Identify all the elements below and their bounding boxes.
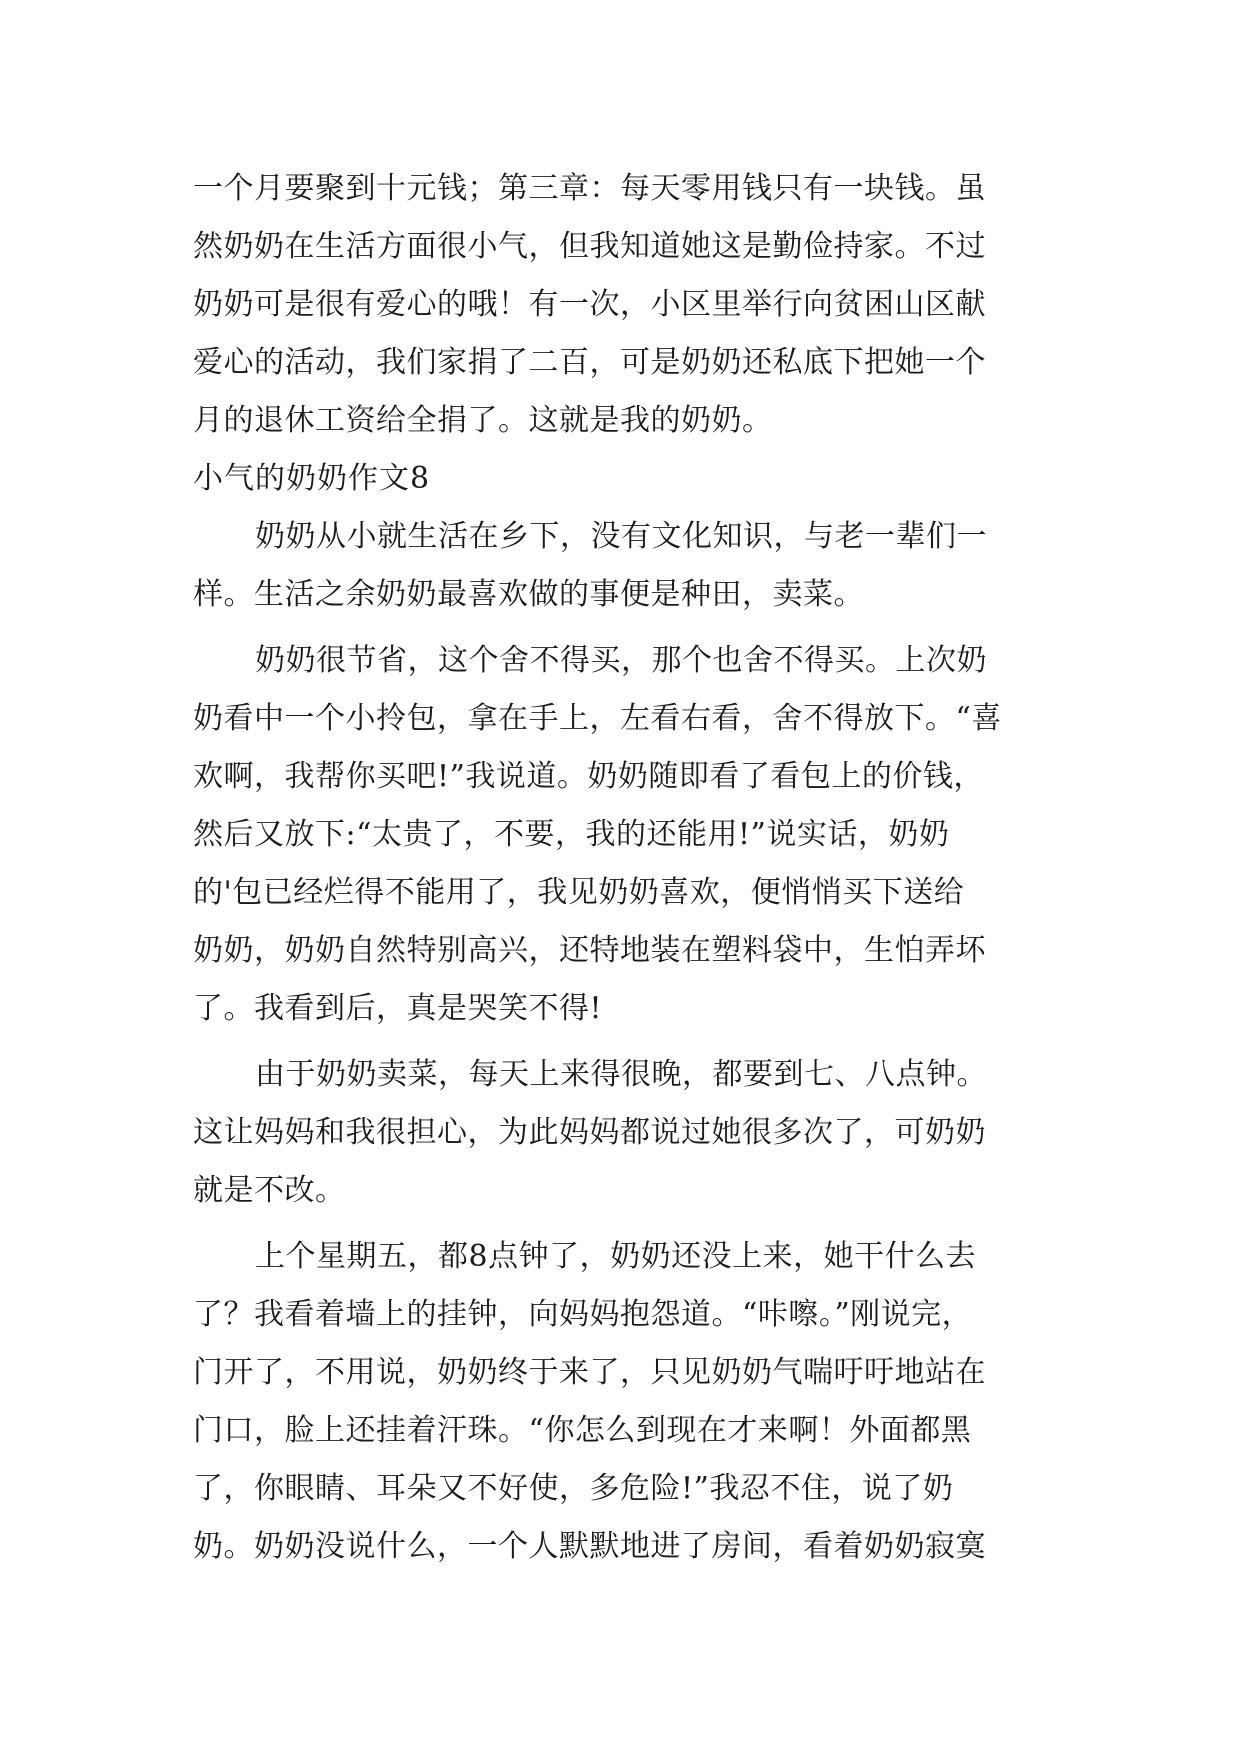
text-line: 奶奶，奶奶自然特别高兴，还特地装在塑料袋中，生怕弄坏 — [193, 933, 986, 968]
text-line: 一个月要聚到十元钱；第三章：每天零用钱只有一块钱。虽 — [193, 171, 986, 206]
text-line: 了？我看着墙上的挂钟，向妈妈抱怨道。“咔嚓。”刚说完， — [193, 1297, 973, 1332]
text-line: 奶奶很节省，这个舍不得买，那个也舍不得买。上次奶 — [255, 643, 987, 678]
text-line: 月的退休工资给全捐了。这就是我的奶奶。 — [193, 403, 773, 438]
text-line: 了。我看到后，真是哭笑不得! — [193, 991, 603, 1026]
text-line: 欢啊，我帮你买吧!”我说道。奶奶随即看了看包上的价钱， — [193, 759, 984, 794]
text-line: 然奶奶在生活方面很小气，但我知道她这是勤俭持家。不过 — [193, 229, 986, 264]
text-line: 了，你眼睛、耳朵又不好使，多危险!”我忍不住，说了奶 — [193, 1471, 954, 1506]
text-line: 爱心的活动，我们家捐了二百，可是奶奶还私底下把她一个 — [193, 345, 986, 380]
text-line: 上个星期五，都8点钟了，奶奶还没上来，她干什么去 — [255, 1239, 977, 1274]
text-line: 奶看中一个小拎包，拿在手上，左看右看，舍不得放下。“喜 — [193, 701, 1002, 736]
text-line: 门开了，不用说，奶奶终于来了，只见奶奶气喘吁吁地站在 — [193, 1355, 986, 1390]
text-line: 由于奶奶卖菜，每天上来得很晚，都要到七、八点钟。 — [255, 1057, 987, 1092]
text-line: 然后又放下:“太贵了，不要，我的还能用!”说实话，奶奶 — [193, 817, 950, 852]
text-line: 样。生活之余奶奶最喜欢做的事便是种田，卖菜。 — [193, 577, 864, 612]
section-heading: 小气的奶奶作文8 — [193, 461, 431, 496]
text-line: 的'包已经烂得不能用了，我见奶奶喜欢，便悄悄买下送给 — [193, 875, 965, 910]
text-line: 这让妈妈和我很担心，为此妈妈都说过她很多次了，可奶奶 — [193, 1115, 986, 1150]
text-line: 奶奶可是很有爱心的哦！有一次，小区里举行向贫困山区献 — [193, 287, 986, 322]
text-line: 奶奶从小就生活在乡下，没有文化知识，与老一辈们一 — [255, 519, 987, 554]
text-line: 奶。奶奶没说什么，一个人默默地进了房间，看着奶奶寂寞 — [193, 1529, 986, 1564]
text-line: 门口，脸上还挂着汗珠。“你怎么到现在才来啊！外面都黑 — [193, 1413, 972, 1448]
document-body — [193, 160, 1073, 1576]
text-line: 就是不改。 — [193, 1173, 346, 1208]
